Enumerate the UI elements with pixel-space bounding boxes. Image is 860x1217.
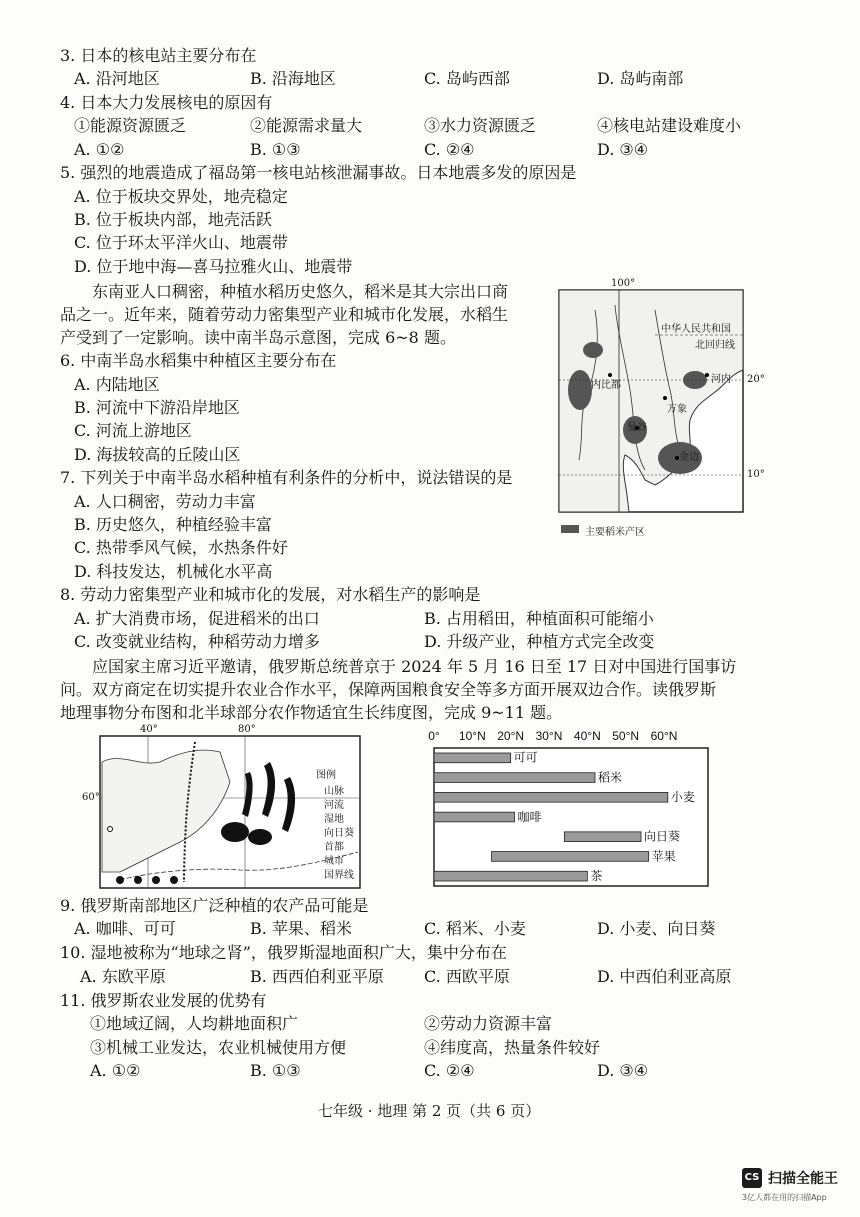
q11-item-4: ④纬度高，热量条件较好	[424, 1038, 601, 1057]
bar-label: 稻米	[598, 770, 623, 785]
bar-label: 小麦	[670, 790, 695, 805]
city-dot	[705, 373, 709, 377]
x-tick-label: 20°N	[497, 729, 525, 743]
map2-legend-7: 国界线	[324, 870, 354, 881]
map2-legend-4: 向日葵	[324, 828, 354, 839]
bar-label: 向日葵	[644, 829, 681, 844]
q11-opt-c: C. ②④	[424, 1061, 475, 1080]
q9-stem: 9. 俄罗斯南部地区广泛种植的农产品可能是	[60, 896, 369, 915]
scanner-app-name: 扫描全能王	[768, 1171, 838, 1187]
q3-opt-b: B. 沿海地区	[250, 69, 336, 88]
bar-label: 可可	[513, 750, 538, 765]
x-tick-label: 50°N	[612, 729, 640, 743]
capital-icon	[108, 827, 113, 832]
q8-opt-a: A. 扩大消费市场，促进稻米的出口	[74, 609, 320, 628]
map1-lat10-label: 10°	[747, 469, 765, 480]
q8-opt-d: D. 升级产业，种植方式完全改变	[424, 632, 655, 651]
passage2-line1: 应国家主席习近平邀请，俄罗斯总统普京于 2024 年 5 月 16 日至 17 日对中国进行国事访	[92, 657, 737, 676]
bar-3	[434, 812, 515, 822]
q6-opt-d: D. 海拔较高的丘陵山区	[74, 445, 241, 464]
rice-region-1	[583, 342, 603, 358]
q7-opt-a: A. 人口稠密，劳动力丰富	[74, 492, 256, 511]
passage1-line1: 东南亚人口稠密，种植水稻历史悠久，稻米是其大宗出口商	[92, 282, 509, 301]
q8-opt-c: C. 改变就业结构，种稻劳动力增多	[74, 632, 320, 651]
sunflower-icon	[116, 876, 124, 884]
bar-5	[492, 852, 649, 862]
bar-label: 苹果	[651, 849, 676, 864]
map2-lon80-label: 80°	[238, 724, 256, 735]
q6-opt-c: C. 河流上游地区	[74, 421, 192, 440]
bar-label: 咖啡	[517, 809, 542, 824]
map2-legend-3: 湿地	[324, 814, 344, 825]
map1-city-3: 万象	[667, 404, 687, 415]
q6-opt-a: A. 内陆地区	[74, 375, 160, 394]
map2-wetland-1	[221, 822, 249, 842]
map1-lon-label: 100°	[611, 278, 636, 289]
camscanner-logo-icon: CS	[742, 1168, 762, 1188]
passage2-line3: 地理事物分布图和北半球部分农作物适宜生长纬度图，完成 9~11 题。	[60, 703, 563, 722]
q6-opt-b: B. 河流中下游沿岸地区	[74, 398, 240, 417]
passage1-line2: 品之一。近年来，随着劳动力密集型产业和城市化发展，水稻生	[60, 305, 509, 324]
x-tick-label: 0°	[428, 729, 440, 743]
sunflower-icon	[170, 876, 178, 884]
q4-item-1: ①能源资源匮乏	[74, 116, 187, 135]
map2-wetland-2	[248, 829, 272, 845]
q8-stem: 8. 劳动力密集型产业和城市化的发展，对水稻生产的影响是	[60, 585, 481, 604]
q7-opt-c: C. 热带季风气候，水热条件好	[74, 538, 288, 557]
map1-city-4: 曼谷	[627, 422, 647, 433]
q11-item-3: ③机械工业发达，农业机械使用方便	[90, 1038, 347, 1057]
q4-item-2: ②能源需求量大	[250, 116, 363, 135]
q4-opt-a: A. ①②	[74, 140, 125, 159]
x-tick-label: 40°N	[573, 729, 601, 743]
sunflower-icon	[152, 876, 160, 884]
x-tick-label: 10°N	[458, 729, 486, 743]
map2-legend-5: 首都	[324, 842, 344, 853]
map1-legend-swatch	[561, 525, 579, 533]
q11-item-2: ②劳动力资源丰富	[424, 1014, 553, 1033]
q9-opt-a: A. 咖啡、可可	[74, 919, 176, 938]
map2-legend-title: 图例	[316, 770, 336, 781]
q4-opt-b: B. ①③	[250, 140, 301, 159]
q7-opt-b: B. 历史悠久，种植经验丰富	[74, 515, 272, 534]
page-footer: 七年级 · 地理 第 2 页（共 6 页）	[318, 1102, 541, 1120]
q10-stem: 10. 湿地被称为“地球之肾”，俄罗斯湿地面积广大，集中分布在	[60, 943, 507, 962]
q10-opt-b: B. 西西伯利亚平原	[250, 967, 384, 986]
q9-opt-c: C. 稻米、小麦	[424, 919, 526, 938]
passage1-line3: 产受到了一定影响。读中南半岛示意图，完成 6~8 题。	[60, 328, 456, 347]
q11-opt-b: B. ①③	[250, 1061, 301, 1080]
q5-opt-d: D. 位于地中海—喜马拉雅火山、地震带	[74, 257, 353, 276]
map1-legend-label: 主要稻米产区	[585, 527, 645, 538]
q5-opt-c: C. 位于环太平洋火山、地震带	[74, 233, 288, 252]
q11-item-1: ①地域辽阔，人均耕地面积广	[90, 1014, 299, 1033]
bar-2	[434, 792, 668, 802]
q11-opt-a: A. ①②	[90, 1061, 141, 1080]
russia-map	[80, 722, 380, 892]
sunflower-icon	[134, 876, 142, 884]
q6-stem: 6. 中南半岛水稻集中种植区主要分布在	[60, 351, 337, 370]
q3-opt-c: C. 岛屿西部	[424, 69, 510, 88]
map2-lon40-label: 40°	[140, 724, 158, 735]
map1-city-1: 内比都	[591, 380, 621, 391]
q4-opt-d: D. ③④	[597, 140, 649, 159]
map1-country-label: 中华人民共和国	[661, 324, 731, 335]
q4-item-4: ④核电站建设难度小	[597, 116, 742, 135]
x-tick-label: 60°N	[650, 729, 678, 743]
map2-legend-2: 河流	[324, 800, 344, 811]
map1-lat20-label: 20°	[747, 374, 765, 385]
q7-stem: 7. 下列关于中南半岛水稻种植有利条件的分析中，说法错误的是	[60, 468, 513, 487]
q3-opt-a: A. 沿河地区	[74, 69, 160, 88]
scanner-tagline: 3亿人都在用的扫描App	[742, 1193, 827, 1202]
map2-legend-6: 城市	[324, 856, 344, 867]
q9-opt-b: B. 苹果、稻米	[250, 919, 352, 938]
bar-6	[434, 871, 587, 881]
map2-legend-1: 山脉	[324, 786, 344, 797]
map1-city-2: 河内	[711, 374, 731, 385]
q11-opt-d: D. ③④	[597, 1061, 649, 1080]
q4-opt-c: C. ②④	[424, 140, 475, 159]
map2-lat60-label: 60°	[82, 792, 100, 803]
crop-latitude-chart	[428, 726, 718, 890]
bar-0	[434, 753, 511, 763]
q7-opt-d: D. 科技发达，机械化水平高	[74, 562, 273, 581]
bar-4	[564, 832, 641, 842]
q4-stem: 4. 日本大力发展核电的原因有	[60, 93, 273, 112]
q10-opt-d: D. 中西伯利亚高原	[597, 967, 732, 986]
q3-stem: 3. 日本的核电站主要分布在	[60, 46, 257, 65]
passage2-line2: 问。双方商定在切实提升农业合作水平，保障两国粮食安全等多方面开展双边合作。读俄罗斯	[60, 680, 717, 699]
q3-opt-d: D. 岛屿南部	[597, 69, 684, 88]
bar-label: 茶	[590, 869, 603, 883]
q10-opt-a: A. 东欧平原	[80, 967, 166, 986]
map1-tropic-label: 北回归线	[695, 340, 735, 351]
bar-1	[434, 773, 595, 783]
x-tick-label: 30°N	[535, 729, 563, 743]
q5-stem: 5. 强烈的地震造成了福岛第一核电站核泄漏事故。日本地震多发的原因是	[60, 163, 577, 182]
map1-city-5: 金边	[679, 452, 699, 463]
rice-region-2	[568, 370, 592, 410]
indochina-map	[555, 278, 765, 540]
q10-opt-c: C. 西欧平原	[424, 967, 510, 986]
q5-opt-a: A. 位于板块交界处，地壳稳定	[74, 187, 288, 206]
q4-item-3: ③水力资源匮乏	[424, 116, 537, 135]
q11-stem: 11. 俄罗斯农业发展的优势有	[60, 991, 267, 1010]
q8-opt-b: B. 占用稻田，种植面积可能缩小	[424, 609, 654, 628]
q5-opt-b: B. 位于板块内部，地壳活跃	[74, 210, 272, 229]
q9-opt-d: D. 小麦、向日葵	[597, 919, 716, 938]
